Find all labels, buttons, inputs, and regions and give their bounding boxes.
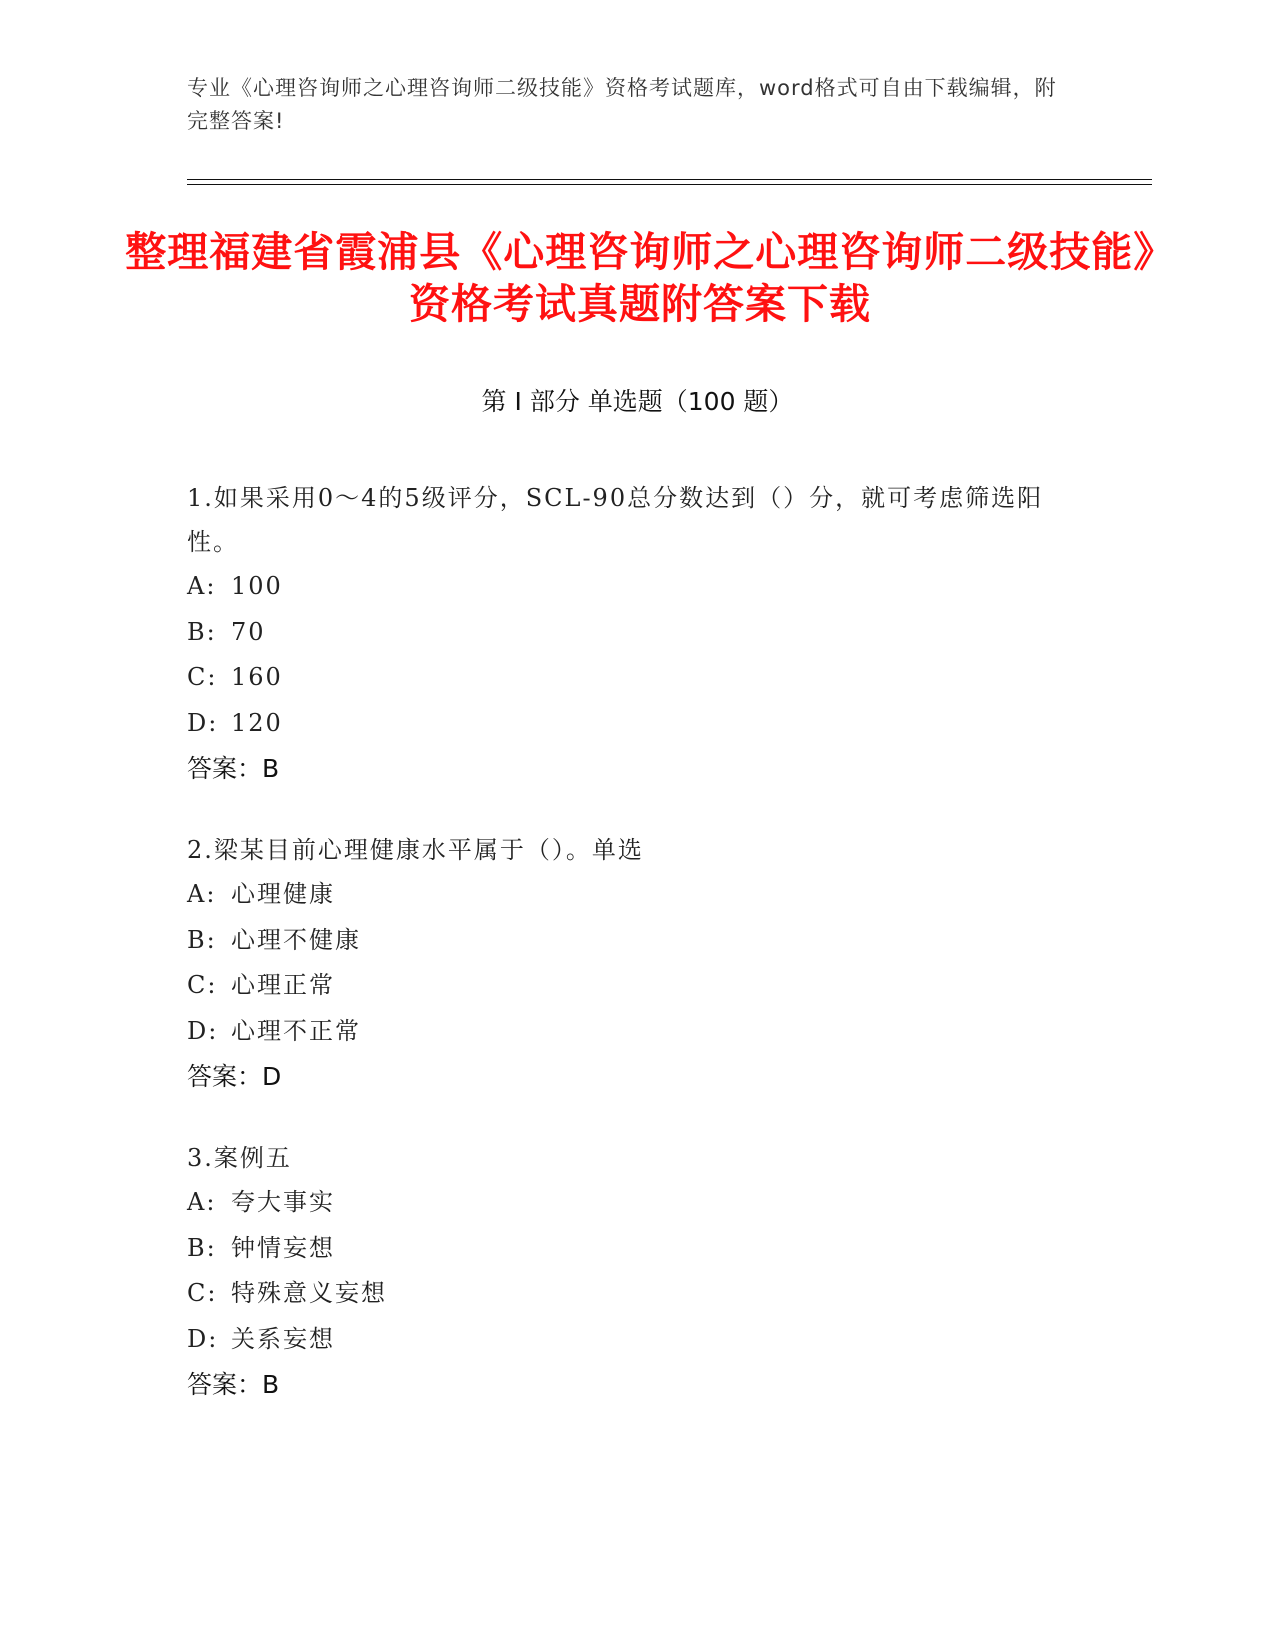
answer-value: D — [262, 1062, 282, 1091]
option-letter: D: — [187, 708, 219, 737]
answer-line — [187, 746, 1087, 792]
question-2 — [187, 828, 1087, 1100]
answer-label: 答案： — [187, 1062, 263, 1091]
option-text: 100 — [231, 572, 283, 600]
option-text: 心理正常 — [231, 971, 335, 999]
question-3 — [187, 1136, 1087, 1408]
option-text: 夸大事实 — [231, 1188, 335, 1216]
option-letter: B: — [187, 925, 217, 954]
option-letter: C: — [187, 663, 218, 691]
option-text: 特殊意义妄想 — [231, 1279, 387, 1307]
option-letter: A: — [187, 572, 217, 600]
header-rule-top — [187, 179, 1152, 180]
option-letter: A: — [187, 1188, 217, 1216]
option-letter: C: — [187, 971, 218, 999]
question-text: 1.如果采用0～4的5级评分，SCL-90总分数达到（）分，就可考虑筛选阳性。 — [187, 484, 1044, 556]
option-b — [187, 610, 1087, 656]
option-letter: D: — [187, 1016, 219, 1045]
option-text: 心理健康 — [231, 880, 335, 908]
option-letter: B: — [187, 1233, 217, 1262]
answer-value: B — [262, 1370, 280, 1399]
answer-label: 答案： — [187, 754, 263, 783]
option-letter: D: — [187, 1324, 219, 1353]
option-a — [187, 872, 1087, 918]
option-text: 心理不健康 — [231, 925, 361, 954]
answer-line — [187, 1362, 1087, 1408]
option-letter: A: — [187, 880, 217, 908]
option-letter: B: — [187, 617, 217, 646]
option-text: 160 — [231, 663, 283, 691]
option-d — [187, 701, 1087, 747]
question-1 — [187, 476, 1087, 792]
answer-line — [187, 1054, 1087, 1100]
option-a — [187, 564, 1087, 610]
option-b — [187, 1226, 1087, 1272]
answer-value: B — [262, 754, 280, 783]
header-note: 专业《心理咨询师之心理咨询师二级技能》资格考试题库，word格式可自由下载编辑，附完整答案! — [187, 76, 1057, 133]
header-rule-bottom — [187, 184, 1152, 185]
question-text: 2.梁某目前心理健康水平属于（）。单选 — [187, 836, 644, 864]
option-text: 关系妄想 — [231, 1324, 335, 1353]
option-d — [187, 1009, 1087, 1055]
option-a — [187, 1180, 1087, 1226]
option-c — [187, 1271, 1087, 1317]
option-b — [187, 918, 1087, 964]
answer-label: 答案： — [187, 1370, 263, 1399]
option-d — [187, 1317, 1087, 1363]
option-c — [187, 655, 1087, 701]
option-text: 心理不正常 — [231, 1016, 361, 1045]
question-list — [187, 476, 1087, 1444]
option-text: 120 — [231, 708, 283, 737]
option-letter: C: — [187, 1279, 218, 1307]
question-text: 3.案例五 — [187, 1144, 292, 1172]
section-heading: 第 I 部分 单选题（100 题） — [481, 387, 794, 416]
option-c — [187, 963, 1087, 1009]
document-title: 整理福建省霞浦县《心理咨询师之心理咨询师二级技能》资格考试真题附答案下载 — [125, 228, 1155, 328]
option-text: 钟情妄想 — [231, 1233, 335, 1262]
option-text: 70 — [231, 617, 266, 646]
